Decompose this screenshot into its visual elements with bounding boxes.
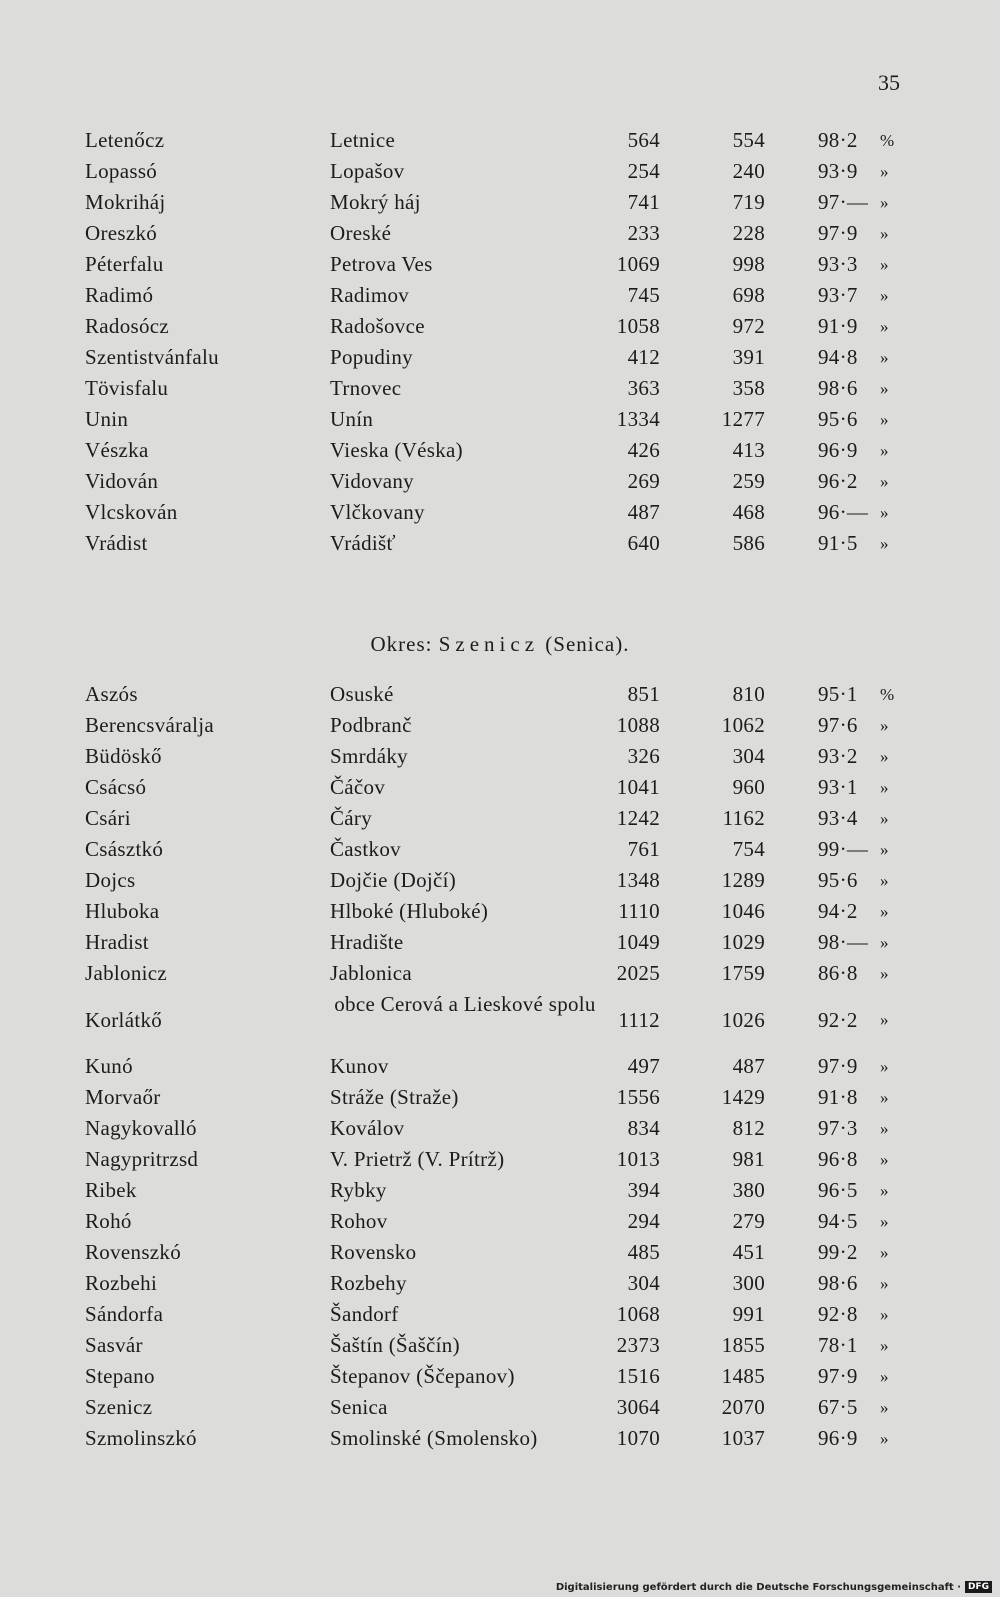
total-population: 1516 (616, 1364, 660, 1388)
total-population: 1112 (618, 1008, 660, 1032)
percent-unit: » (880, 1398, 889, 1417)
hungarian-name: Nagykovalló (85, 1116, 197, 1140)
hungarian-name: Radimó (85, 283, 154, 307)
percent-unit: » (880, 933, 889, 952)
hungarian-name: Oreszkó (85, 221, 158, 245)
slovak-percentage: 95·6 (818, 868, 858, 892)
percent-unit: » (880, 534, 889, 553)
percent-unit: » (880, 193, 889, 212)
slovak-name: Trnovec (330, 376, 402, 400)
hungarian-name: Nagypritrzsd (85, 1147, 199, 1171)
percent-unit: % (880, 685, 895, 704)
slovak-percentage: 96·8 (818, 1147, 858, 1171)
percent-unit: » (880, 871, 889, 890)
hungarian-name: Büdöskő (85, 744, 162, 768)
slovak-name: Rozbehy (330, 1271, 407, 1295)
slovak-percentage: 94·2 (818, 899, 858, 923)
slovak-percentage: 93·4 (818, 806, 858, 830)
slovak-percentage: 96·9 (818, 1426, 858, 1450)
slovak-percentage: 97·9 (818, 1364, 858, 1388)
hungarian-name: Vidován (85, 469, 159, 493)
slovak-name: Radošovce (330, 314, 425, 338)
slovak-population: 279 (732, 1209, 765, 1233)
slovak-percentage: 97·— (818, 190, 869, 214)
table-row (0, 679, 1000, 710)
percent-unit: » (880, 472, 889, 491)
slovak-population: 1485 (721, 1364, 765, 1388)
footer (556, 1581, 992, 1593)
hungarian-name: Stepano (85, 1364, 155, 1388)
total-population: 304 (627, 1271, 660, 1295)
slovak-population: 810 (732, 682, 765, 706)
slovak-percentage: 94·5 (818, 1209, 858, 1233)
percent-unit: » (880, 840, 889, 859)
slovak-percentage: 96·— (818, 500, 869, 524)
total-population: 741 (627, 190, 660, 214)
table-row (0, 834, 1000, 865)
percent-unit: » (880, 1088, 889, 1107)
total-population: 426 (627, 438, 660, 462)
hungarian-name: Hluboka (85, 899, 160, 923)
hungarian-name: Rohó (85, 1209, 132, 1233)
slovak-percentage: 96·9 (818, 438, 858, 462)
percent-unit: » (880, 809, 889, 828)
total-population: 1088 (616, 713, 660, 737)
slovak-population: 1289 (721, 868, 765, 892)
hungarian-name: Vrádist (85, 531, 148, 555)
slovak-population: 981 (732, 1147, 765, 1171)
total-population: 487 (627, 500, 660, 524)
table-row (0, 466, 1000, 497)
slovak-percentage: 95·1 (818, 682, 858, 706)
slovak-percentage: 93·7 (818, 283, 858, 307)
percent-unit: » (880, 348, 889, 367)
percent-unit: » (880, 1010, 889, 1029)
slovak-name: Lopašov (330, 159, 405, 183)
dfg-logo-icon: DFG (965, 1581, 992, 1593)
slovak-percentage: 67·5 (818, 1395, 858, 1419)
hungarian-name: Szmolinszkó (85, 1426, 197, 1450)
hungarian-name: Péterfalu (85, 252, 164, 276)
slovak-population: 358 (732, 376, 765, 400)
table-row (0, 1144, 1000, 1175)
slovak-name: Rohov (330, 1209, 388, 1233)
percent-unit: » (880, 1181, 889, 1200)
slovak-name: Senica (330, 1395, 388, 1419)
percent-unit: » (880, 1119, 889, 1138)
slovak-population: 259 (732, 469, 765, 493)
hungarian-name: Vészka (85, 438, 149, 462)
slovak-percentage: 96·5 (818, 1178, 858, 1202)
total-population: 2373 (616, 1333, 660, 1357)
slovak-population: 1062 (721, 713, 765, 737)
total-population: 394 (627, 1178, 660, 1202)
total-population: 564 (627, 128, 660, 152)
total-population: 1334 (616, 407, 660, 431)
slovak-percentage: 91·5 (818, 531, 858, 555)
table-row (0, 741, 1000, 772)
slovak-name: Mokrý háj (330, 190, 421, 214)
table-row (0, 280, 1000, 311)
percent-unit: » (880, 224, 889, 243)
slovak-population: 2070 (721, 1395, 765, 1419)
section-title-prefix: Okres: (370, 632, 439, 656)
total-population: 2025 (616, 961, 660, 985)
slovak-population: 468 (732, 500, 765, 524)
total-population: 269 (627, 469, 660, 493)
slovak-name: Podbranč (330, 713, 412, 737)
slovak-percentage: 98·6 (818, 1271, 858, 1295)
total-population: 745 (627, 283, 660, 307)
slovak-percentage: 92·2 (818, 1008, 858, 1032)
total-population: 1070 (616, 1426, 660, 1450)
slovak-population: 972 (732, 314, 765, 338)
total-population: 1069 (616, 252, 660, 276)
slovak-population: 300 (732, 1271, 765, 1295)
slovak-population: 754 (732, 837, 765, 861)
slovak-percentage: 98·— (818, 930, 869, 954)
slovak-population: 1029 (721, 930, 765, 954)
slovak-population: 586 (732, 531, 765, 555)
total-population: 1058 (616, 314, 660, 338)
percent-unit: » (880, 162, 889, 181)
slovak-population: 960 (732, 775, 765, 799)
slovak-population: 991 (732, 1302, 765, 1326)
table-row (0, 187, 1000, 218)
hungarian-name: Aszós (85, 682, 138, 706)
slovak-population: 812 (732, 1116, 765, 1140)
section-title-name: Szenicz (438, 632, 540, 656)
hungarian-name: Mokriháj (85, 190, 166, 214)
slovak-percentage: 97·3 (818, 1116, 858, 1140)
slovak-name: Jablonica (330, 961, 413, 985)
slovak-population: 1026 (721, 1008, 765, 1032)
slovak-name: Čáčov (330, 775, 386, 799)
hungarian-name: Vlcskován (85, 500, 178, 524)
village-table-2 (0, 679, 1000, 1454)
slovak-percentage: 93·1 (818, 775, 858, 799)
hungarian-name: Dojcs (85, 868, 136, 892)
slovak-population: 1037 (721, 1426, 765, 1450)
table-row (0, 989, 1000, 1051)
slovak-name: Rovensko (330, 1240, 417, 1264)
slovak-percentage: 97·6 (818, 713, 858, 737)
total-population: 485 (627, 1240, 660, 1264)
table-row (0, 218, 1000, 249)
hungarian-name: Csácsó (85, 775, 147, 799)
hungarian-name: Lopassó (85, 159, 158, 183)
percent-unit: » (880, 1243, 889, 1262)
table-row (0, 1330, 1000, 1361)
total-population: 1049 (616, 930, 660, 954)
hungarian-name: Császtkó (85, 837, 164, 861)
total-population: 363 (627, 376, 660, 400)
percent-unit: » (880, 317, 889, 336)
slovak-percentage: 96·2 (818, 469, 858, 493)
hungarian-name: Szenicz (85, 1395, 153, 1419)
slovak-name: Smrdáky (330, 744, 408, 768)
slovak-name: Hlboké (Hluboké) (330, 899, 489, 923)
table-row (0, 865, 1000, 896)
hungarian-name: Radosócz (85, 314, 170, 338)
percent-unit: » (880, 716, 889, 735)
table-row (0, 1268, 1000, 1299)
table-row (0, 373, 1000, 404)
slovak-name: Osuské (330, 682, 394, 706)
percent-unit: » (880, 747, 889, 766)
table-row (0, 435, 1000, 466)
percent-unit: » (880, 902, 889, 921)
slovak-percentage: 91·9 (818, 314, 858, 338)
slovak-name: Oreské (330, 221, 392, 245)
total-population: 640 (627, 531, 660, 555)
slovak-name: Letnice (330, 128, 396, 152)
percent-unit: » (880, 1336, 889, 1355)
slovak-percentage: 99·— (818, 837, 869, 861)
table-row (0, 1113, 1000, 1144)
slovak-percentage: 97·9 (818, 1054, 858, 1078)
percent-unit: » (880, 379, 889, 398)
slovak-population: 1046 (721, 899, 765, 923)
percent-unit: » (880, 286, 889, 305)
percent-unit: » (880, 778, 889, 797)
percent-unit: » (880, 1367, 889, 1386)
slovak-name: Šandorf (330, 1302, 399, 1326)
table-row (0, 772, 1000, 803)
hungarian-name: Jablonicz (85, 961, 168, 985)
slovak-name: Petrova Ves (330, 252, 433, 276)
hungarian-name: Sasvár (85, 1333, 143, 1357)
percent-unit: » (880, 441, 889, 460)
slovak-population: 304 (732, 744, 765, 768)
slovak-percentage: 94·8 (818, 345, 858, 369)
total-population: 1348 (616, 868, 660, 892)
slovak-population: 228 (732, 221, 765, 245)
total-population: 3064 (616, 1395, 660, 1419)
slovak-percentage: 95·6 (818, 407, 858, 431)
table-row (0, 958, 1000, 989)
slovak-name: Radimov (330, 283, 410, 307)
hungarian-name: Csári (85, 806, 131, 830)
slovak-name: Kunov (330, 1054, 389, 1078)
slovak-population: 1759 (721, 961, 765, 985)
percent-unit: » (880, 410, 889, 429)
percent-unit: » (880, 503, 889, 522)
table-row (0, 497, 1000, 528)
total-population: 851 (627, 682, 660, 706)
slovak-name: Hradište (330, 930, 404, 954)
slovak-percentage: 99·2 (818, 1240, 858, 1264)
total-population: 326 (627, 744, 660, 768)
hungarian-name: Ribek (85, 1178, 137, 1202)
slovak-population: 1429 (721, 1085, 765, 1109)
slovak-name: Unín (330, 407, 374, 431)
footer-text: Digitalisierung gefördert durch die Deutsche Forschungsgemeinschaft · (555, 1581, 961, 1593)
percent-unit: » (880, 1429, 889, 1448)
table-row (0, 404, 1000, 435)
slovak-name: Koválov (330, 1116, 405, 1140)
slovak-percentage: 93·3 (818, 252, 858, 276)
slovak-population: 554 (732, 128, 765, 152)
slovak-name: Vidovany (330, 469, 414, 493)
slovak-name: Vrádišť (330, 531, 396, 555)
slovak-population: 998 (732, 252, 765, 276)
hungarian-name: Sándorfa (85, 1302, 164, 1326)
table-row (0, 1392, 1000, 1423)
percent-unit: » (880, 1305, 889, 1324)
table-row (0, 1051, 1000, 1082)
total-population: 233 (627, 221, 660, 245)
slovak-percentage: 91·8 (818, 1085, 858, 1109)
total-population: 1013 (616, 1147, 660, 1171)
table-row (0, 896, 1000, 927)
slovak-population: 391 (732, 345, 765, 369)
slovak-name: Vieska (Véska) (330, 438, 463, 462)
slovak-percentage: 97·9 (818, 221, 858, 245)
percent-unit: » (880, 1212, 889, 1231)
table-row (0, 1175, 1000, 1206)
slovak-population: 719 (732, 190, 765, 214)
slovak-name: Stráže (Straže) (330, 1085, 459, 1109)
percent-unit: » (880, 255, 889, 274)
slovak-name: Rybky (330, 1178, 387, 1202)
hungarian-name: Korlátkő (85, 1008, 163, 1032)
table-row (0, 1361, 1000, 1392)
slovak-population: 240 (732, 159, 765, 183)
table-row (0, 528, 1000, 559)
slovak-name: Popudiny (330, 345, 413, 369)
village-table-1 (0, 125, 1000, 559)
table-row (0, 1206, 1000, 1237)
percent-unit: % (880, 131, 895, 150)
slovak-population: 698 (732, 283, 765, 307)
slovak-name: Šaštín (Šaščín) (330, 1333, 460, 1357)
total-population: 834 (627, 1116, 660, 1140)
total-population: 254 (627, 159, 660, 183)
slovak-population: 413 (732, 438, 765, 462)
slovak-percentage: 86·8 (818, 961, 858, 985)
section-title (0, 632, 1000, 657)
slovak-percentage: 98·2 (818, 128, 858, 152)
percent-unit: » (880, 1057, 889, 1076)
slovak-percentage: 93·2 (818, 744, 858, 768)
total-population: 1242 (616, 806, 660, 830)
total-population: 1110 (618, 899, 660, 923)
slovak-name: Vlčkovany (330, 500, 425, 524)
table-row (0, 927, 1000, 958)
percent-unit: » (880, 1150, 889, 1169)
slovak-name: Štepanov (Ščepanov) (330, 1364, 515, 1388)
table-row (0, 710, 1000, 741)
slovak-name: Čáry (330, 806, 373, 830)
hungarian-name: Rozbehi (85, 1271, 158, 1295)
hungarian-name: Letenőcz (85, 128, 165, 152)
table-row (0, 311, 1000, 342)
slovak-name: obce Cerová a Lieskové spolu (334, 992, 596, 1016)
hungarian-name: Tövisfalu (85, 376, 169, 400)
slovak-population: 380 (732, 1178, 765, 1202)
slovak-name: V. Prietrž (V. Prítrž) (330, 1147, 505, 1171)
hungarian-name: Morvaőr (85, 1085, 161, 1109)
table-row (0, 1237, 1000, 1268)
hungarian-name: Kunó (85, 1054, 133, 1078)
slovak-name: Dojčie (Dojčí) (330, 868, 457, 892)
slovak-population: 1162 (722, 806, 765, 830)
total-population: 497 (627, 1054, 660, 1078)
slovak-percentage: 93·9 (818, 159, 858, 183)
slovak-percentage: 78·1 (818, 1333, 858, 1357)
hungarian-name: Szentistvánfalu (85, 345, 219, 369)
slovak-population: 451 (732, 1240, 765, 1264)
table-row (0, 342, 1000, 373)
slovak-population: 487 (732, 1054, 765, 1078)
table-row (0, 156, 1000, 187)
hungarian-name: Unin (85, 407, 129, 431)
percent-unit: » (880, 1274, 889, 1293)
table-row (0, 125, 1000, 156)
hungarian-name: Hradist (85, 930, 149, 954)
slovak-population: 1277 (721, 407, 765, 431)
total-population: 761 (627, 837, 660, 861)
hungarian-name: Rovenszkó (85, 1240, 182, 1264)
table-row (0, 249, 1000, 280)
total-population: 1041 (616, 775, 660, 799)
slovak-percentage: 92·8 (818, 1302, 858, 1326)
total-population: 1556 (616, 1085, 660, 1109)
table-row (0, 1082, 1000, 1113)
table-row (0, 1423, 1000, 1454)
table-row (0, 1299, 1000, 1330)
page-number: 35 (878, 70, 900, 95)
table-row (0, 803, 1000, 834)
slovak-population: 1855 (721, 1333, 765, 1357)
hungarian-name: Berencsváralja (85, 713, 214, 737)
total-population: 1068 (616, 1302, 660, 1326)
section-title-suffix: (Senica). (539, 632, 630, 656)
total-population: 412 (627, 345, 660, 369)
slovak-name: Smolinské (Smolensko) (330, 1426, 538, 1450)
total-population: 294 (627, 1209, 660, 1233)
slovak-percentage: 98·6 (818, 376, 858, 400)
percent-unit: » (880, 964, 889, 983)
slovak-name: Častkov (330, 837, 401, 861)
